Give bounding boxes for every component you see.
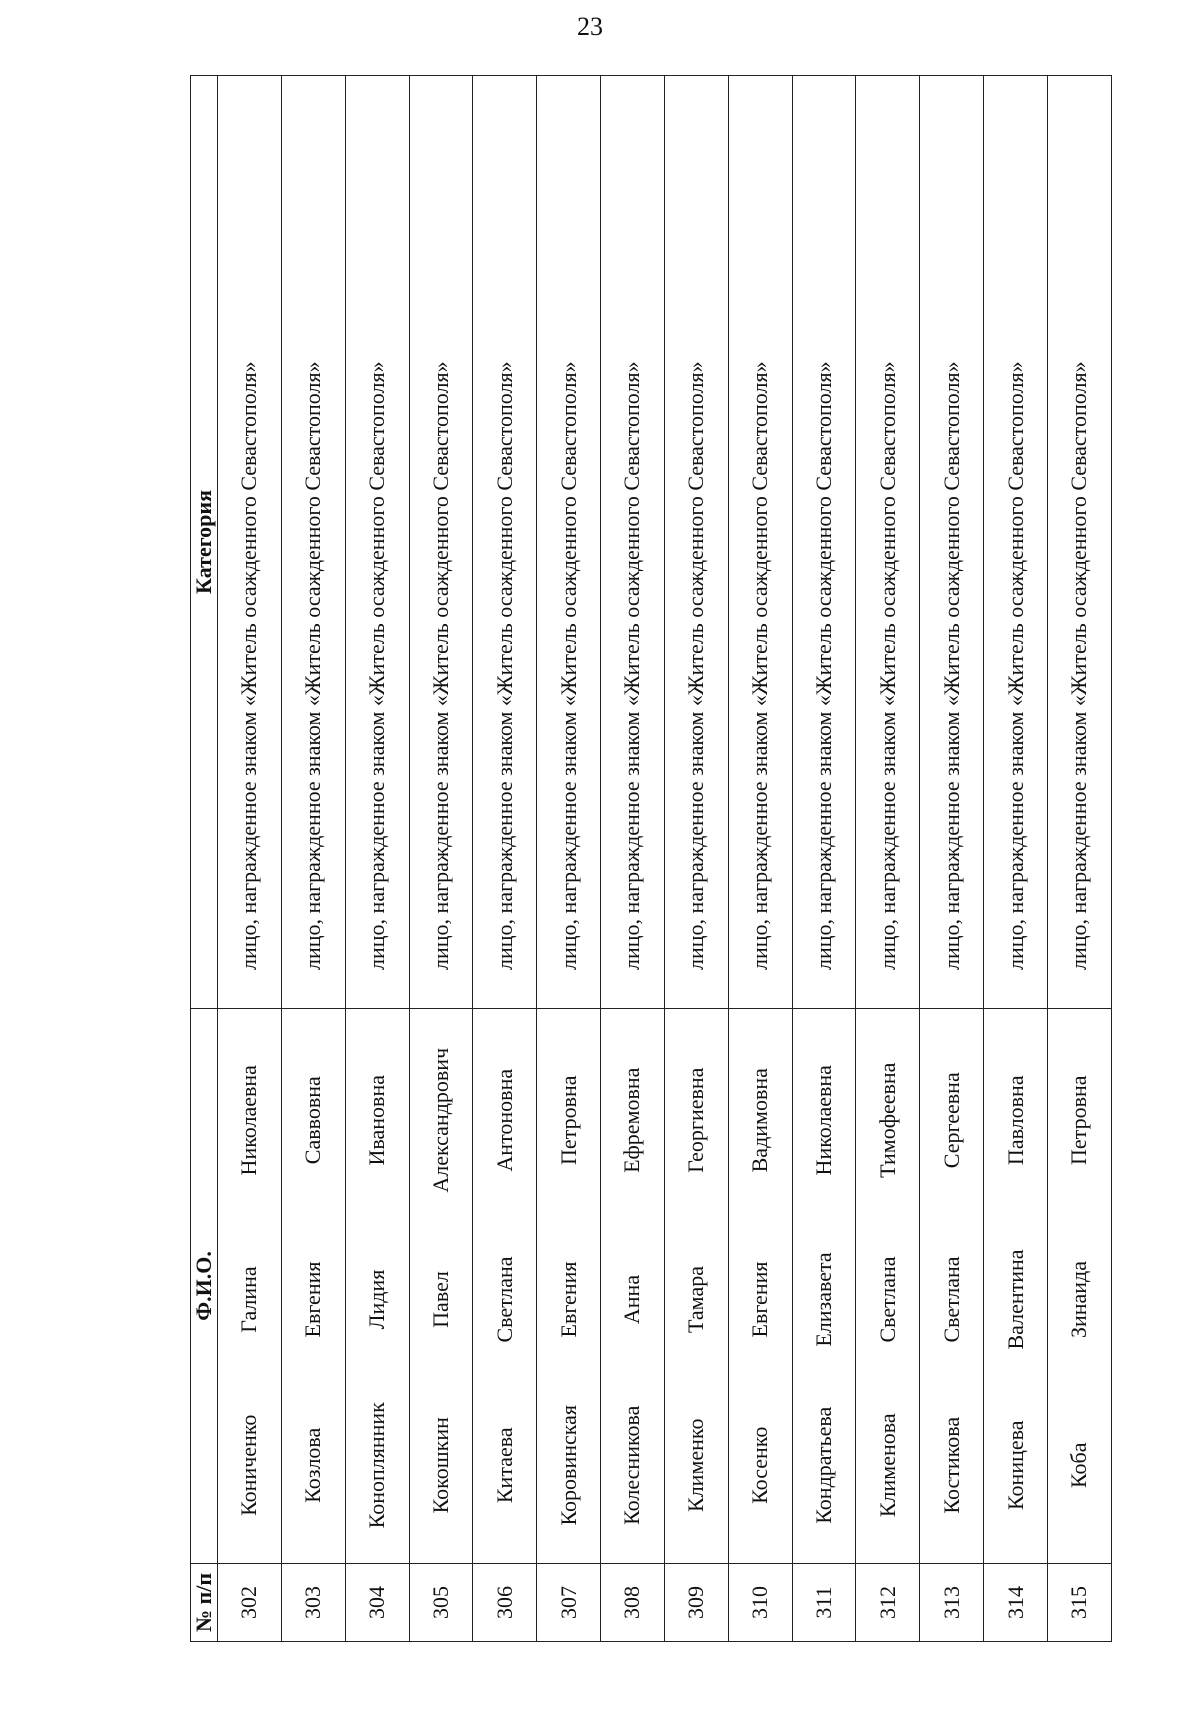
- last-name-cell: Козлова: [281, 1368, 345, 1564]
- last-name-cell: Китаева: [473, 1368, 537, 1564]
- category-cell: лицо, награжденное знаком «Житель осажденного Севастополя»: [920, 75, 984, 1008]
- row-num-cell: 315: [1047, 1564, 1111, 1642]
- row-num-cell: 307: [537, 1564, 601, 1642]
- last-name-cell: Колесникова: [601, 1368, 665, 1564]
- row-num-cell: 312: [856, 1564, 920, 1642]
- table-row: [281, 75, 345, 1641]
- row-num-cell: 309: [664, 1564, 728, 1642]
- category-cell: лицо, награжденное знаком «Житель осажденного Севастополя»: [792, 75, 856, 1008]
- patronymic-cell: Ефремовна: [601, 1008, 665, 1231]
- last-name-cell: Коноплянник: [345, 1368, 409, 1564]
- first-name-cell: Елизавета: [792, 1232, 856, 1368]
- last-name-cell: Клименова: [856, 1368, 920, 1564]
- last-name-cell: Клименко: [664, 1368, 728, 1564]
- patronymic-cell: Александрович: [409, 1008, 473, 1231]
- category-cell: лицо, награжденное знаком «Житель осажденного Севастополя»: [409, 75, 473, 1008]
- first-name-cell: Лидия: [345, 1232, 409, 1368]
- row-num-cell: 304: [345, 1564, 409, 1642]
- table-row: [728, 75, 792, 1641]
- last-name-cell: Кониченко: [218, 1368, 282, 1564]
- row-num-cell: 313: [920, 1564, 984, 1642]
- last-name-cell: Кокошкин: [409, 1368, 473, 1564]
- rotated-table-container: [190, 76, 1112, 1642]
- table-row: [984, 75, 1048, 1641]
- row-num-cell: 305: [409, 1564, 473, 1642]
- category-cell: лицо, награжденное знаком «Житель осажденного Севастополя»: [537, 75, 601, 1008]
- header-num: № п/п: [191, 1564, 218, 1642]
- patronymic-cell: Павловна: [984, 1008, 1048, 1231]
- table-row: [218, 75, 282, 1641]
- table-row: [345, 75, 409, 1641]
- first-name-cell: Евгения: [537, 1232, 601, 1368]
- first-name-cell: Павел: [409, 1232, 473, 1368]
- patronymic-cell: Сергеевна: [920, 1008, 984, 1231]
- category-cell: лицо, награжденное знаком «Житель осажденного Севастополя»: [218, 75, 282, 1008]
- first-name-cell: Евгения: [728, 1232, 792, 1368]
- category-cell: лицо, награжденное знаком «Житель осажденного Севастополя»: [601, 75, 665, 1008]
- category-cell: лицо, награжденное знаком «Житель осажденного Севастополя»: [984, 75, 1048, 1008]
- category-cell: лицо, награжденное знаком «Житель осажденного Севастополя»: [664, 75, 728, 1008]
- first-name-cell: Валентина: [984, 1232, 1048, 1368]
- patronymic-cell: Тимофеевна: [856, 1008, 920, 1231]
- header-fio: Ф.И.О.: [191, 1008, 218, 1563]
- first-name-cell: Светлана: [856, 1232, 920, 1368]
- first-name-cell: Зинаида: [1047, 1232, 1111, 1368]
- row-num-cell: 303: [281, 1564, 345, 1642]
- patronymic-cell: Николаевна: [218, 1008, 282, 1231]
- patronymic-cell: Георгиевна: [664, 1008, 728, 1231]
- first-name-cell: Тамара: [664, 1232, 728, 1368]
- table-header-row: [191, 75, 218, 1641]
- table-row: [473, 75, 537, 1641]
- patronymic-cell: Ивановна: [345, 1008, 409, 1231]
- last-name-cell: Коровинская: [537, 1368, 601, 1564]
- patronymic-cell: Николаевна: [792, 1008, 856, 1231]
- table-row: [601, 75, 665, 1641]
- row-num-cell: 308: [601, 1564, 665, 1642]
- table-row: [664, 75, 728, 1641]
- category-cell: лицо, награжденное знаком «Житель осажденного Севастополя»: [473, 75, 537, 1008]
- patronymic-cell: Вадимовна: [728, 1008, 792, 1231]
- first-name-cell: Галина: [218, 1232, 282, 1368]
- patronymic-cell: Антоновна: [473, 1008, 537, 1231]
- last-name-cell: Коба: [1047, 1368, 1111, 1564]
- page-number: 23: [577, 12, 603, 41]
- first-name-cell: Евгения: [281, 1232, 345, 1368]
- category-cell: лицо, награжденное знаком «Житель осажденного Севастополя»: [1047, 75, 1111, 1008]
- row-num-cell: 306: [473, 1564, 537, 1642]
- row-num-cell: 310: [728, 1564, 792, 1642]
- category-cell: лицо, награжденное знаком «Житель осажденного Севастополя»: [281, 75, 345, 1008]
- patronymic-cell: Петровна: [537, 1008, 601, 1231]
- last-name-cell: Костикова: [920, 1368, 984, 1564]
- category-cell: лицо, награжденное знаком «Житель осажденного Севастополя»: [345, 75, 409, 1008]
- patronymic-cell: Саввовна: [281, 1008, 345, 1231]
- category-cell: лицо, награжденное знаком «Житель осажденного Севастополя»: [728, 75, 792, 1008]
- row-num-cell: 311: [792, 1564, 856, 1642]
- first-name-cell: Анна: [601, 1232, 665, 1368]
- last-name-cell: Косенко: [728, 1368, 792, 1564]
- table-row: [1047, 75, 1111, 1641]
- first-name-cell: Светлана: [473, 1232, 537, 1368]
- row-num-cell: 314: [984, 1564, 1048, 1642]
- table-row: [537, 75, 601, 1641]
- patronymic-cell: Петровна: [1047, 1008, 1111, 1231]
- table-row: [409, 75, 473, 1641]
- row-num-cell: 302: [218, 1564, 282, 1642]
- table-row: [856, 75, 920, 1641]
- awardees-table: [190, 75, 1112, 1642]
- last-name-cell: Кондратьева: [792, 1368, 856, 1564]
- table-row: [792, 75, 856, 1641]
- first-name-cell: Светлана: [920, 1232, 984, 1368]
- last-name-cell: Коницева: [984, 1368, 1048, 1564]
- table-row: [920, 75, 984, 1641]
- category-cell: лицо, награжденное знаком «Житель осажденного Севастополя»: [856, 75, 920, 1008]
- header-category: Категория: [191, 75, 218, 1008]
